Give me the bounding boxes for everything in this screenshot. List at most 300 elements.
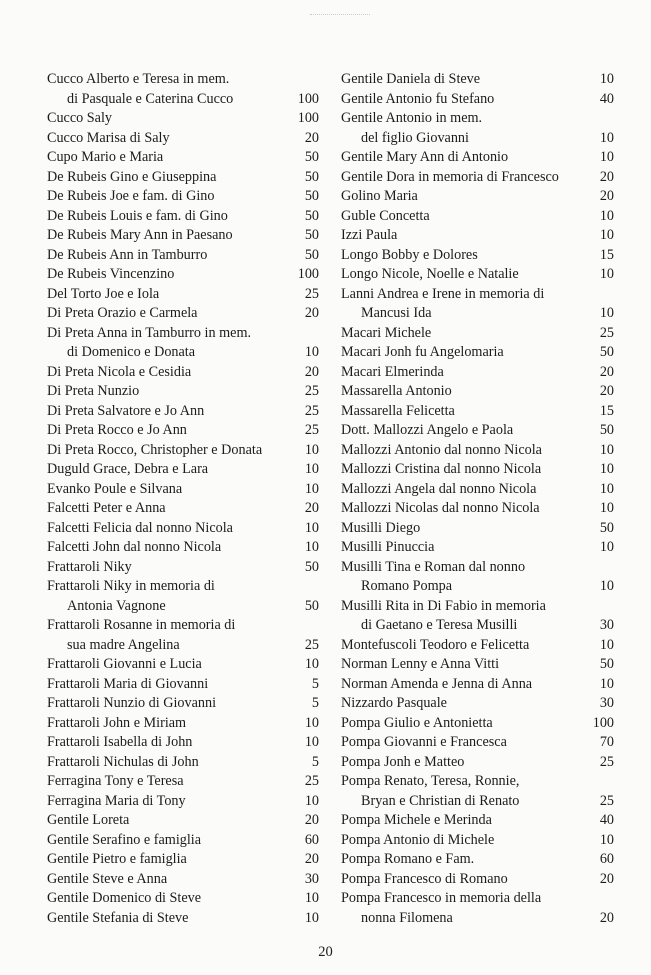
donor-name-line: Pompa Renato, Teresa, Ronnie, — [341, 773, 520, 789]
donor-entry — [47, 733, 319, 753]
donor-name-line: Duguld Grace, Debra e Lara — [47, 461, 209, 477]
donor-name-line: Frattaroli John e Miriam — [47, 714, 187, 731]
donor-name — [341, 733, 584, 753]
donor-name-line: De Rubeis Ann in Tamburro — [47, 246, 208, 263]
donor-name-line: Mallozzi Angela dal nonno Nicola — [341, 480, 537, 497]
donor-entry — [47, 675, 319, 695]
donor-name-line: Montefuscoli Teodoro e Felicetta — [341, 636, 530, 653]
donation-amount: 50 — [599, 519, 614, 536]
donation-amount: 50 — [304, 246, 319, 263]
donor-entry — [47, 519, 319, 539]
donation-amount: 20 — [304, 305, 319, 321]
donation-amount: 25 — [599, 324, 614, 341]
donation-amount: 50 — [599, 656, 614, 672]
donor-entry — [341, 636, 614, 656]
donor-entry — [341, 538, 614, 558]
donor-name — [47, 421, 289, 441]
donor-entry — [47, 460, 319, 480]
donor-name-continuation: sua madre Angelina — [67, 636, 180, 653]
donation-amount: 10 — [599, 305, 614, 321]
donation-amount: 15 — [599, 246, 614, 263]
donation-amount: 10 — [304, 890, 319, 906]
donor-name — [47, 772, 289, 792]
donor-name-line: Golino Maria — [341, 188, 418, 204]
donation-amount: 60 — [304, 831, 319, 848]
donor-name-line: Frattaroli Rosanne in memoria di — [47, 617, 236, 633]
donor-name — [341, 519, 584, 539]
donor-name-line: Di Preta Rocco, Christopher e Donata — [47, 441, 263, 458]
donation-amount: 5 — [311, 695, 319, 711]
donor-name — [341, 265, 584, 285]
donation-amount: 100 — [297, 90, 319, 107]
donor-name — [47, 226, 289, 246]
donor-name-continuation: Antonia Vagnone — [67, 597, 166, 614]
donor-entry — [47, 168, 319, 188]
donor-name — [341, 441, 584, 461]
donor-name-line: Nizzardo Pasquale — [341, 695, 447, 711]
donor-name-line: Gentile Steve e Anna — [47, 870, 168, 887]
donation-amount: 10 — [599, 207, 614, 224]
donor-entry — [47, 811, 319, 831]
donor-name-continuation: Romano Pompa — [361, 578, 453, 594]
donor-name — [47, 109, 289, 129]
donation-amount: 40 — [599, 812, 614, 828]
donor-entry — [47, 265, 319, 285]
donor-name — [341, 363, 584, 383]
donor-name-line: Massarella Felicetta — [341, 402, 455, 419]
donor-name-line: Cucco Alberto e Teresa in mem. — [47, 71, 230, 87]
donation-amount: 10 — [304, 344, 319, 360]
donor-name-line: Cucco Saly — [47, 110, 113, 126]
donation-amount: 20 — [599, 168, 614, 185]
donor-entry — [47, 246, 319, 266]
donation-amount: 10 — [599, 675, 614, 692]
donor-name-line: Di Preta Orazio e Carmela — [47, 305, 198, 321]
donation-amount: 25 — [599, 792, 614, 809]
donor-entry — [341, 714, 614, 734]
donor-name — [47, 285, 289, 305]
donor-name — [341, 636, 584, 656]
donation-amount: 10 — [304, 792, 319, 809]
donation-amount: 10 — [304, 441, 319, 458]
donation-amount: 10 — [599, 636, 614, 653]
donation-amount: 50 — [304, 597, 319, 614]
donation-amount: 25 — [599, 753, 614, 770]
donor-entry — [341, 499, 614, 519]
donor-name-line: Frattaroli Giovanni e Lucia — [47, 656, 202, 672]
donation-amount: 20 — [599, 870, 614, 887]
donation-amount: 20 — [304, 812, 319, 828]
donation-amount: 20 — [599, 363, 614, 380]
donor-name — [341, 538, 584, 558]
donation-amount: 20 — [599, 188, 614, 204]
scan-artifact — [310, 14, 370, 17]
donation-amount: 100 — [297, 110, 319, 126]
donor-name-line: Frattaroli Nichulas di John — [47, 753, 199, 770]
donor-entry — [341, 675, 614, 695]
donor-name-line: De Rubeis Vincenzino — [47, 266, 175, 282]
donation-amount: 20 — [304, 851, 319, 867]
donor-name-line: Ferragina Maria di Tony — [47, 792, 186, 809]
donor-entry — [47, 499, 319, 519]
donor-name — [47, 460, 289, 480]
donor-name — [47, 363, 289, 383]
donor-entry — [47, 382, 319, 402]
donor-name-line: Gentile Domenico di Steve — [47, 890, 202, 906]
donor-name-line: Del Torto Joe e Iola — [47, 285, 160, 302]
donor-name-line: Gentile Loreta — [47, 812, 130, 828]
right-column — [341, 70, 614, 928]
donor-entry — [341, 70, 614, 90]
donor-name — [47, 441, 289, 461]
donor-name-line: Pompa Romano e Fam. — [341, 851, 475, 867]
donor-entry — [341, 597, 614, 636]
donor-name-line: Gentile Antonio fu Stefano — [341, 90, 495, 107]
donation-amount: 10 — [599, 149, 614, 165]
donor-name — [47, 870, 289, 890]
donation-amount: 10 — [304, 714, 319, 731]
donation-amount: 10 — [599, 129, 614, 146]
donation-amount: 20 — [599, 383, 614, 399]
donation-amount: 10 — [599, 461, 614, 477]
donation-amount: 50 — [304, 188, 319, 204]
donor-entry — [341, 207, 614, 227]
donor-name-line: Dott. Mallozzi Angelo e Paola — [341, 422, 514, 438]
donation-amount: 10 — [599, 578, 614, 594]
donor-name-line: De Rubeis Mary Ann in Paesano — [47, 227, 233, 243]
donation-amount: 40 — [599, 90, 614, 107]
donor-name — [341, 285, 584, 324]
donor-name-line: Macari Elmerinda — [341, 363, 444, 380]
donor-entry — [341, 831, 614, 851]
donor-name — [47, 148, 289, 168]
donor-entry — [47, 304, 319, 324]
donation-amount: 100 — [592, 714, 614, 731]
donor-name — [341, 811, 584, 831]
donor-name-line: Musilli Pinuccia — [341, 539, 435, 555]
donor-name-line: Di Preta Anna in Tamburro in mem. — [47, 324, 252, 341]
donor-name — [341, 772, 584, 811]
donor-name-line: Izzi Paula — [341, 227, 398, 243]
donor-name — [341, 714, 584, 734]
donor-name — [341, 597, 584, 636]
donor-entry — [47, 70, 319, 109]
donation-amount: 10 — [304, 480, 319, 497]
donor-entry — [47, 577, 319, 616]
donor-name-line: Mallozzi Antonio dal nonno Nicola — [341, 441, 542, 458]
donor-entry — [341, 285, 614, 324]
donor-name-line: De Rubeis Joe e fam. di Gino — [47, 188, 215, 204]
donation-amount: 30 — [599, 695, 614, 711]
donor-name — [341, 90, 584, 110]
donor-name — [341, 694, 584, 714]
donor-name-line: Ferragina Tony e Teresa — [47, 773, 184, 789]
donor-entry — [341, 558, 614, 597]
donor-name — [47, 811, 289, 831]
donor-entry — [47, 129, 319, 149]
donor-entry — [341, 109, 614, 148]
donor-entry — [341, 753, 614, 773]
donation-amount: 60 — [599, 851, 614, 867]
donation-amount: 10 — [304, 909, 319, 926]
donor-name-line: Macari Michele — [341, 324, 432, 341]
donor-name — [47, 519, 289, 539]
donor-entry — [47, 148, 319, 168]
donation-amount: 25 — [304, 773, 319, 789]
donor-name-line: Lanni Andrea e Irene in memoria di — [341, 285, 545, 302]
donor-name-line: Gentile Pietro e famiglia — [47, 851, 187, 867]
donor-name — [47, 850, 289, 870]
donor-name-continuation: di Pasquale e Caterina Cucco — [67, 90, 234, 107]
donor-name-line: Di Preta Nicola e Cesidia — [47, 363, 192, 380]
donation-amount: 70 — [599, 734, 614, 750]
donor-name — [341, 831, 584, 851]
donor-name-line: Frattaroli Niky in memoria di — [47, 578, 215, 594]
donor-name — [341, 675, 584, 695]
donor-entry — [47, 616, 319, 655]
donor-name-line: Musilli Diego — [341, 519, 421, 536]
donor-name — [47, 831, 289, 851]
donor-entry — [341, 187, 614, 207]
donor-name — [47, 70, 289, 109]
donation-amount: 30 — [304, 870, 319, 887]
donor-name-continuation: nonna Filomena — [361, 909, 453, 926]
donor-name — [47, 558, 289, 578]
donor-name — [341, 402, 584, 422]
donor-name-line: Pompa Francesco in memoria della — [341, 890, 542, 906]
donor-name-continuation: Bryan e Christian di Renato — [361, 792, 520, 809]
donor-name-line: Pompa Giulio e Antonietta — [341, 714, 493, 731]
donation-amount: 5 — [311, 675, 319, 692]
donor-name — [341, 226, 584, 246]
donation-amount: 10 — [304, 519, 319, 536]
donor-name-line: Musilli Tina e Roman dal nonno — [341, 558, 526, 575]
donor-name-line: Frattaroli Maria di Giovanni — [47, 675, 209, 692]
donor-entry — [341, 850, 614, 870]
donor-entry — [341, 90, 614, 110]
donor-entry — [341, 168, 614, 188]
donor-name — [47, 909, 289, 929]
donor-name — [341, 480, 584, 500]
donor-name-line: Cupo Mario e Maria — [47, 149, 164, 165]
left-column — [47, 70, 319, 928]
donor-name — [47, 304, 289, 324]
donor-name-line: Gentile Mary Ann di Antonio — [341, 149, 509, 165]
donor-name-line: Frattaroli Niky — [47, 558, 132, 575]
donor-name — [47, 265, 289, 285]
donation-amount: 10 — [599, 227, 614, 243]
donation-amount: 20 — [304, 363, 319, 380]
donor-entry — [47, 363, 319, 383]
donor-name-line: De Rubeis Gino e Giuseppina — [47, 168, 217, 185]
donor-entry — [341, 148, 614, 168]
donor-name — [47, 324, 289, 363]
donor-entry — [47, 831, 319, 851]
donor-name-continuation: del figlio Giovanni — [361, 129, 469, 146]
donor-name-line: Guble Concetta — [341, 207, 430, 224]
donor-name — [47, 207, 289, 227]
donor-name — [47, 889, 289, 909]
donation-amount: 25 — [304, 285, 319, 302]
donor-name-line: Frattaroli Isabella di John — [47, 734, 193, 750]
donor-name — [47, 129, 289, 149]
donor-entry — [47, 655, 319, 675]
donor-name-line: Gentile Stefania di Steve — [47, 909, 189, 926]
donor-name — [341, 460, 584, 480]
donation-amount: 50 — [304, 149, 319, 165]
donation-amount: 10 — [599, 71, 614, 87]
donor-entry — [47, 694, 319, 714]
donor-name-line: Di Preta Nunzio — [47, 383, 140, 399]
donor-name — [341, 382, 584, 402]
donor-entry — [341, 480, 614, 500]
donor-name — [47, 733, 289, 753]
donor-entry — [341, 772, 614, 811]
donor-entry — [47, 402, 319, 422]
donor-name — [341, 324, 584, 344]
donor-entry — [341, 694, 614, 714]
donation-amount: 10 — [304, 656, 319, 672]
donor-name-line: Evanko Poule e Silvana — [47, 480, 183, 497]
donor-name — [341, 850, 584, 870]
donor-entry — [341, 655, 614, 675]
donor-entry — [47, 850, 319, 870]
donor-name-line: Frattaroli Nunzio di Giovanni — [47, 695, 217, 711]
donor-name-continuation: Mancusi Ida — [361, 305, 432, 321]
donor-name — [341, 870, 584, 890]
donor-entry — [47, 538, 319, 558]
donor-name — [47, 480, 289, 500]
donor-entry — [47, 226, 319, 246]
donor-name — [47, 538, 289, 558]
donation-amount: 20 — [599, 909, 614, 926]
donor-name-line: Gentile Dora in memoria di Francesco — [341, 168, 559, 185]
donor-name-line: Mallozzi Nicolas dal nonno Nicola — [341, 500, 540, 516]
donor-name — [47, 187, 289, 207]
donor-name-line: Pompa Antonio di Michele — [341, 831, 495, 848]
donation-amount: 25 — [304, 402, 319, 419]
donor-name-line: De Rubeis Louis e fam. di Gino — [47, 207, 228, 224]
donor-name — [47, 694, 289, 714]
donation-amount: 50 — [304, 227, 319, 243]
donation-amount: 20 — [304, 500, 319, 516]
donor-name — [341, 421, 584, 441]
donor-entry — [47, 870, 319, 890]
donor-name — [341, 70, 584, 90]
donation-amount: 50 — [304, 207, 319, 224]
donation-amount: 100 — [297, 266, 319, 282]
donor-name-line: Di Preta Rocco e Jo Ann — [47, 422, 187, 438]
donor-entry — [341, 811, 614, 831]
donor-name-line: Norman Lenny e Anna Vitti — [341, 656, 500, 672]
donation-amount: 50 — [304, 558, 319, 575]
donation-amount: 50 — [599, 344, 614, 360]
donor-name — [341, 889, 584, 928]
donor-entry — [341, 733, 614, 753]
donation-amount: 50 — [599, 422, 614, 438]
donor-entry — [341, 265, 614, 285]
donor-entry — [47, 558, 319, 578]
donor-name-line: Falcetti Peter e Anna — [47, 500, 166, 516]
donation-amount: 5 — [311, 753, 319, 770]
donor-entry — [341, 421, 614, 441]
donor-name-line: Macari Jonh fu Angelomaria — [341, 344, 504, 360]
donor-name — [47, 577, 289, 616]
donor-entry — [47, 909, 319, 929]
donor-name — [341, 246, 584, 266]
donation-amount: 30 — [599, 617, 614, 633]
donor-name — [47, 402, 289, 422]
donor-entry — [341, 343, 614, 363]
donor-name-line: Falcetti John dal nonno Nicola — [47, 539, 222, 555]
donor-entry — [47, 187, 319, 207]
donation-amount: 10 — [304, 539, 319, 555]
donation-amount: 10 — [599, 441, 614, 458]
donor-entry — [47, 285, 319, 305]
donor-entry — [47, 207, 319, 227]
donor-name-line: Mallozzi Cristina dal nonno Nicola — [341, 461, 542, 477]
donor-name-line: Pompa Giovanni e Francesca — [341, 734, 507, 750]
donor-name — [341, 558, 584, 597]
donor-name-line: Falcetti Felicia dal nonno Nicola — [47, 519, 233, 536]
donor-entry — [47, 889, 319, 909]
donor-name — [341, 187, 584, 207]
donor-name — [47, 168, 289, 188]
donor-name — [341, 207, 584, 227]
donation-amount: 10 — [599, 831, 614, 848]
donor-name-line: Longo Nicole, Noelle e Natalie — [341, 266, 519, 282]
donor-entry — [47, 792, 319, 812]
donor-name — [341, 499, 584, 519]
donor-name-line: Norman Amenda e Jenna di Anna — [341, 675, 533, 692]
donation-amount: 10 — [599, 266, 614, 282]
donation-amount: 50 — [304, 168, 319, 185]
page-number: 20 — [318, 944, 333, 960]
donor-name — [47, 714, 289, 734]
donor-entry — [47, 324, 319, 363]
donor-name — [47, 246, 289, 266]
donor-name — [47, 753, 289, 773]
donor-entry — [341, 870, 614, 890]
donor-entry — [47, 772, 319, 792]
donor-name-line: Musilli Rita in Di Fabio in memoria — [341, 597, 546, 614]
donor-name-continuation: di Gaetano e Teresa Musilli — [361, 617, 518, 633]
donor-name — [341, 168, 584, 188]
donor-name-line: Cucco Marisa di Saly — [47, 129, 170, 146]
donor-entry — [47, 480, 319, 500]
donor-entry — [341, 246, 614, 266]
donor-name — [341, 343, 584, 363]
donation-amount: 10 — [599, 539, 614, 555]
donation-amount: 10 — [599, 480, 614, 497]
donor-entry — [341, 324, 614, 344]
donor-name — [47, 675, 289, 695]
donor-entry — [341, 519, 614, 539]
donation-amount: 25 — [304, 383, 319, 399]
donor-name-line: Massarella Antonio — [341, 383, 452, 399]
donor-name-line: Pompa Francesco di Romano — [341, 870, 508, 887]
donor-entry — [47, 441, 319, 461]
donor-name — [47, 616, 289, 655]
donation-amount: 25 — [304, 422, 319, 438]
donor-entry — [341, 441, 614, 461]
donor-entry — [341, 226, 614, 246]
donor-entry — [47, 421, 319, 441]
donation-amount: 10 — [304, 734, 319, 750]
donor-entry — [341, 889, 614, 928]
donor-entry — [341, 382, 614, 402]
donation-amount: 25 — [304, 636, 319, 653]
